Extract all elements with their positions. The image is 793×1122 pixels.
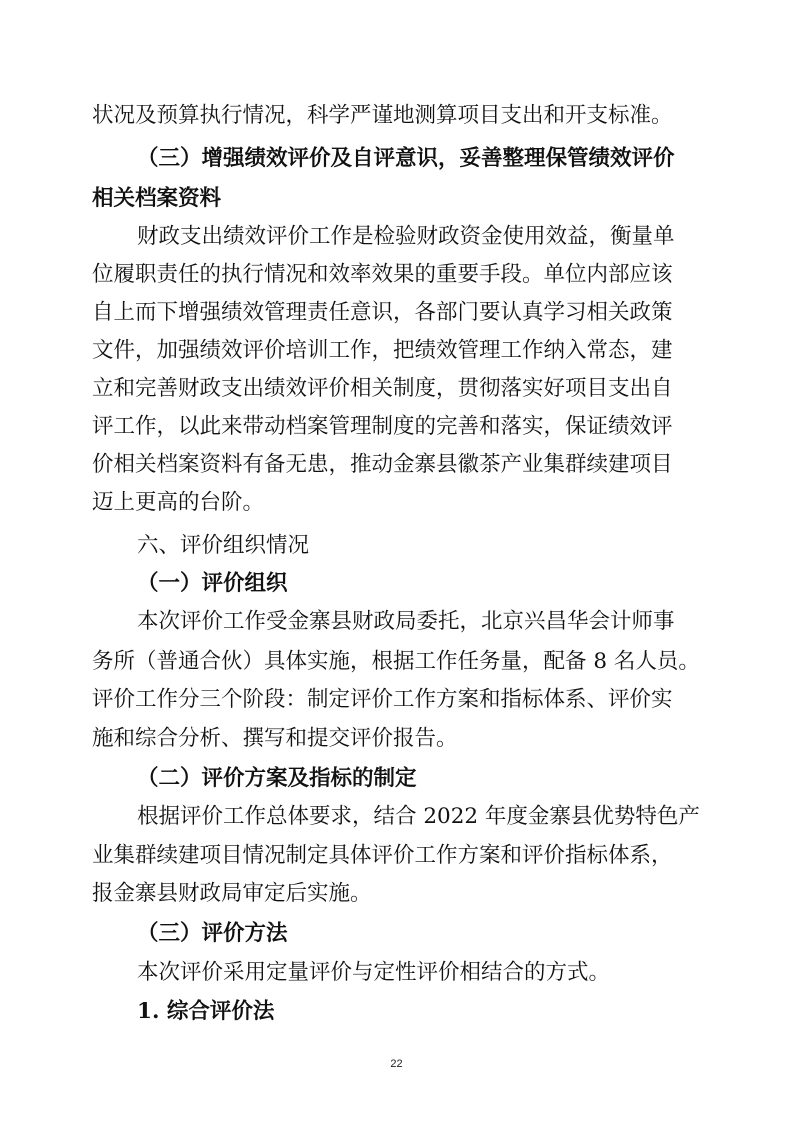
section-heading: （三）增强绩效评价及自评意识，妥善整理保管绩效评价 [137, 146, 675, 171]
paragraph-line: 本次评价工作受金寨县财政局委托，北京兴昌华会计师事 [137, 609, 675, 634]
paragraph-line: 本次评价采用定量评价与定性评价相结合的方式。 [137, 960, 611, 985]
section-heading-continued: 相关档案资料 [92, 186, 222, 211]
page-number: 22 [390, 1058, 403, 1070]
paragraph-line: 务所（普通合伙）具体实施，根据工作任务量，配备 8 名人员。 [92, 649, 700, 674]
paragraph-line: 业集群续建项目情况制定具体评价工作方案和评价指标体系， [92, 843, 673, 868]
paragraph-line: 文件，加强绩效评价培训工作，把绩效管理工作纳入常态，建 [92, 338, 673, 363]
paragraph-line: 报金寨县财政局审定后实施。 [92, 881, 372, 906]
subsection-heading: （一）评价组织 [137, 571, 288, 596]
paragraph-line: 立和完善财政支出绩效评价相关制度，贯彻落实好项目支出自 [92, 376, 673, 401]
paragraph-line: 评价工作分三个阶段：制定评价工作方案和指标体系、评价实 [92, 687, 673, 712]
paragraph-line: 价相关档案资料有备无患，推动金寨县徽茶产业集群续建项目 [92, 452, 673, 477]
paragraph-line: 迈上更高的台阶。 [92, 490, 265, 515]
subsection-heading: （二）评价方案及指标的制定 [137, 766, 417, 791]
subsection-heading: （三）评价方法 [137, 921, 288, 946]
paragraph-line: 财政支出绩效评价工作是检验财政资金使用效益，衡量单 [137, 224, 675, 249]
paragraph-line: 自上而下增强绩效管理责任意识，各部门要认真学习相关政策 [92, 300, 673, 325]
paragraph-line: 施和综合分析、撰写和提交评价报告。 [92, 726, 458, 751]
paragraph-line: 状况及预算执行情况，科学严谨地测算项目支出和开支标准。 [92, 103, 673, 128]
paragraph-line: 位履职责任的执行情况和效率效果的重要手段。单位内部应该 [92, 262, 673, 287]
numbered-heading: 1. 综合评价法 [137, 999, 275, 1024]
paragraph-line: 根据评价工作总体要求，结合 2022 年度金寨县优势特色产 [137, 804, 700, 829]
paragraph-line: 评工作，以此来带动档案管理制度的完善和落实，保证绩效评 [92, 414, 673, 439]
chapter-heading: 六、评价组织情况 [137, 533, 310, 558]
